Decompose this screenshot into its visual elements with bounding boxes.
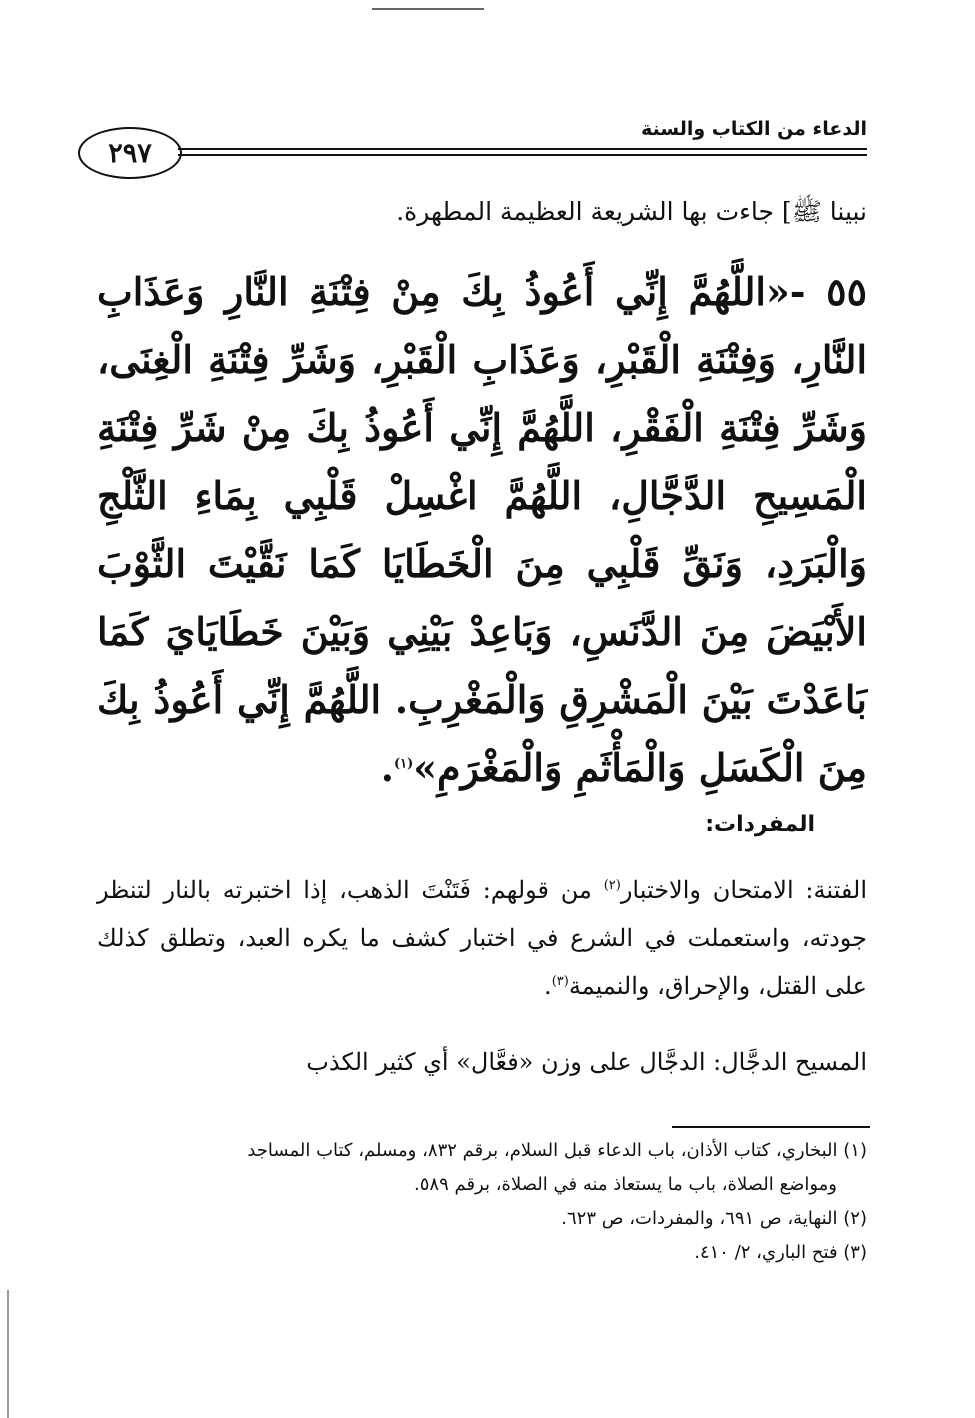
running-header-title: الدعاء من الكتاب والسنة bbox=[641, 118, 867, 140]
hadith-55 bbox=[97, 258, 867, 802]
footnote-separator bbox=[672, 1126, 870, 1128]
paragraph-fitna-end: . bbox=[544, 972, 552, 1000]
intro-line: نبينا ﷺ] جاءت بها الشريعة العظيمة المطهرة. bbox=[396, 197, 867, 226]
header-rule bbox=[178, 148, 867, 150]
footnote-ref-2: (٢) bbox=[603, 878, 621, 893]
hadith-end: . bbox=[380, 745, 394, 790]
footnote-1 bbox=[97, 1134, 867, 1202]
section-title-mufradat: المفردات: bbox=[705, 812, 815, 837]
footnote-ref-1: (١) bbox=[394, 756, 414, 772]
page-number-oval bbox=[78, 127, 182, 179]
footnote-1-line1: (١) البخاري، كتاب الأذان، باب الدعاء قبل السلام، برقم ٨٣٢، ومسلم، كتاب المساجد bbox=[247, 1140, 867, 1161]
scan-edge-mark bbox=[7, 1290, 9, 1418]
paragraph-masih-dajjal: المسيح الدجَّال: الدجَّال على وزن «فعَّال» أي كثير الكذب bbox=[306, 1048, 867, 1076]
footnote-1-line2: ومواضع الصلاة، باب ما يستعاذ منه في الصلاة، برقم ٥٨٩. bbox=[414, 1174, 837, 1195]
footnotes bbox=[97, 1134, 867, 1270]
footnote-3: (٣) فتح الباري، ٢/ ٤١٠. bbox=[694, 1242, 867, 1263]
paragraph-fitna-start: الفتنة: الامتحان والاختبار bbox=[620, 876, 867, 904]
scan-mark bbox=[372, 8, 484, 10]
hadith-text: «اللَّهُمَّ إِنِّي أَعُوذُ بِكَ مِنْ فِتْنَةِ النَّارِ وَعَذَابِ النَّارِ، وَفِتْنَةِ الْقَبْرِ، وَعَذَابِ الْقَبْرِ، وَشَرِّ فِتْنَةِ الْغِنَى، وَشَرِّ فِتْنَةِ الْفَقْرِ، اللَّهُمَّ إِنِّي أَعُوذُ بِكَ مِنْ شَرِّ فِتْنَةِ الْمَسِيحِ الدَّجَّالِ، اللَّهُمَّ اغْسِلْ قَلْبِي بِمَاءِ الثَّلْجِ وَالْبَرَدِ، وَنَقِّ قَلْبِي مِنَ الْخَطَايَا كَمَا نَقَّيْتَ الثَّوْبَ الأَبْيَضَ مِنَ الدَّنَسِ، وَبَاعِدْ بَيْنِي وَبَيْنَ خَطَايَايَ كَمَا بَاعَدْتَ بَيْنَ الْمَشْرِقِ وَالْمَغْرِبِ. اللَّهُمَّ إِنِّي أَعُوذُ بِكَ مِنَ الْكَسَلِ وَالْمَأْثَمِ وَالْمَغْرَمِ» bbox=[97, 269, 867, 790]
paragraph-fitna bbox=[97, 866, 867, 1010]
footnote-2: (٢) النهاية، ص ٦٩١، والمفردات، ص ٦٢٣. bbox=[561, 1208, 867, 1229]
footnote-ref-3: (٣) bbox=[551, 974, 569, 989]
header-rule bbox=[178, 154, 867, 156]
paragraph-fitna-middle: من قولهم: فَتَنْتَ الذهب، إذا اختبرته بالنار لتنظر جودته، واستعملت في الشرع في اختبار كشف ما يكره العبد، وتطلق كذلك على القتل، والإحراق، والنميمة bbox=[97, 876, 867, 1000]
page-number: ٢٩٧ bbox=[108, 137, 152, 169]
hadith-number: ٥٥ - bbox=[789, 269, 867, 314]
